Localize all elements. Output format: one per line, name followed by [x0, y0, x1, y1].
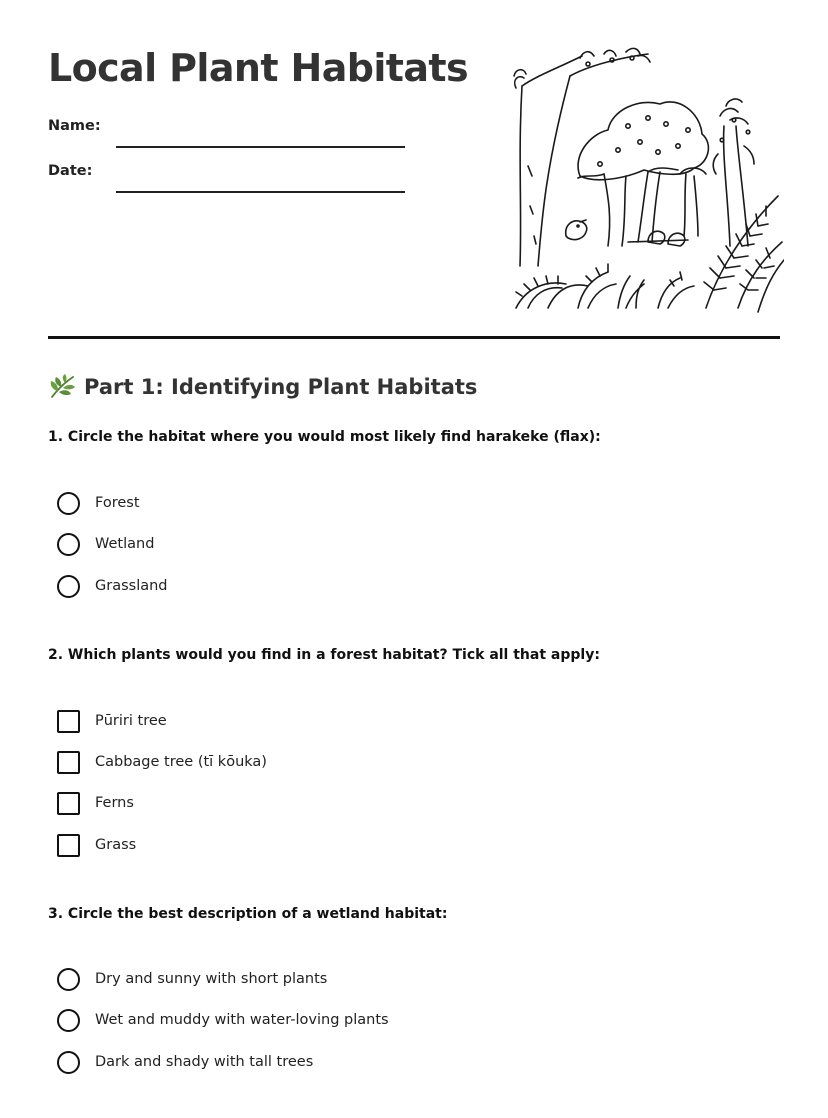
option-label: Dry and sunny with short plants — [95, 971, 328, 987]
forest-scene-illustration — [508, 46, 784, 318]
date-line[interactable] — [116, 190, 405, 193]
q3-option-dry[interactable] — [57, 966, 327, 992]
radio-circle[interactable] — [57, 968, 80, 991]
section-divider — [48, 336, 780, 339]
question-2: 2. Which plants would you find in a forest habitat? Tick all that apply: — [48, 647, 600, 663]
radio-circle[interactable] — [57, 533, 80, 556]
radio-circle[interactable] — [57, 575, 80, 598]
radio-circle[interactable] — [57, 1051, 80, 1074]
q2-option-cabbage-tree[interactable] — [57, 749, 267, 775]
option-label: Ferns — [95, 795, 134, 811]
q2-option-ferns[interactable] — [57, 790, 134, 816]
date-label: Date: — [48, 163, 93, 179]
q2-option-grass[interactable] — [57, 832, 136, 858]
name-field[interactable] — [48, 118, 405, 134]
page-title: Local Plant Habitats — [48, 46, 468, 90]
q1-option-wetland[interactable] — [57, 531, 154, 557]
q1-option-forest[interactable] — [57, 490, 140, 516]
q1-option-grassland[interactable] — [57, 573, 168, 599]
checkbox[interactable] — [57, 751, 80, 774]
option-label: Pūriri tree — [95, 713, 167, 729]
leaf-icon — [48, 373, 76, 401]
part-1-heading-text: Part 1: Identifying Plant Habitats — [84, 375, 478, 399]
option-label: Wet and muddy with water-loving plants — [95, 1012, 389, 1028]
option-label: Grassland — [95, 578, 168, 594]
option-label: Cabbage tree (tī kōuka) — [95, 754, 267, 770]
radio-circle[interactable] — [57, 1009, 80, 1032]
checkbox[interactable] — [57, 834, 80, 857]
date-field[interactable] — [48, 163, 405, 179]
checkbox[interactable] — [57, 710, 80, 733]
q3-option-wet[interactable] — [57, 1007, 389, 1033]
checkbox[interactable] — [57, 792, 80, 815]
q2-option-puriri[interactable] — [57, 708, 167, 734]
option-label: Forest — [95, 495, 140, 511]
name-line[interactable] — [116, 145, 405, 148]
name-label: Name: — [48, 118, 101, 134]
radio-circle[interactable] — [57, 492, 80, 515]
question-1: 1. Circle the habitat where you would most likely find harakeke (flax): — [48, 429, 601, 445]
part-1-heading — [48, 373, 477, 401]
option-label: Dark and shady with tall trees — [95, 1054, 314, 1070]
option-label: Wetland — [95, 536, 155, 552]
question-3: 3. Circle the best description of a wetland habitat: — [48, 906, 448, 922]
q3-option-dark[interactable] — [57, 1049, 313, 1075]
option-label: Grass — [95, 837, 137, 853]
